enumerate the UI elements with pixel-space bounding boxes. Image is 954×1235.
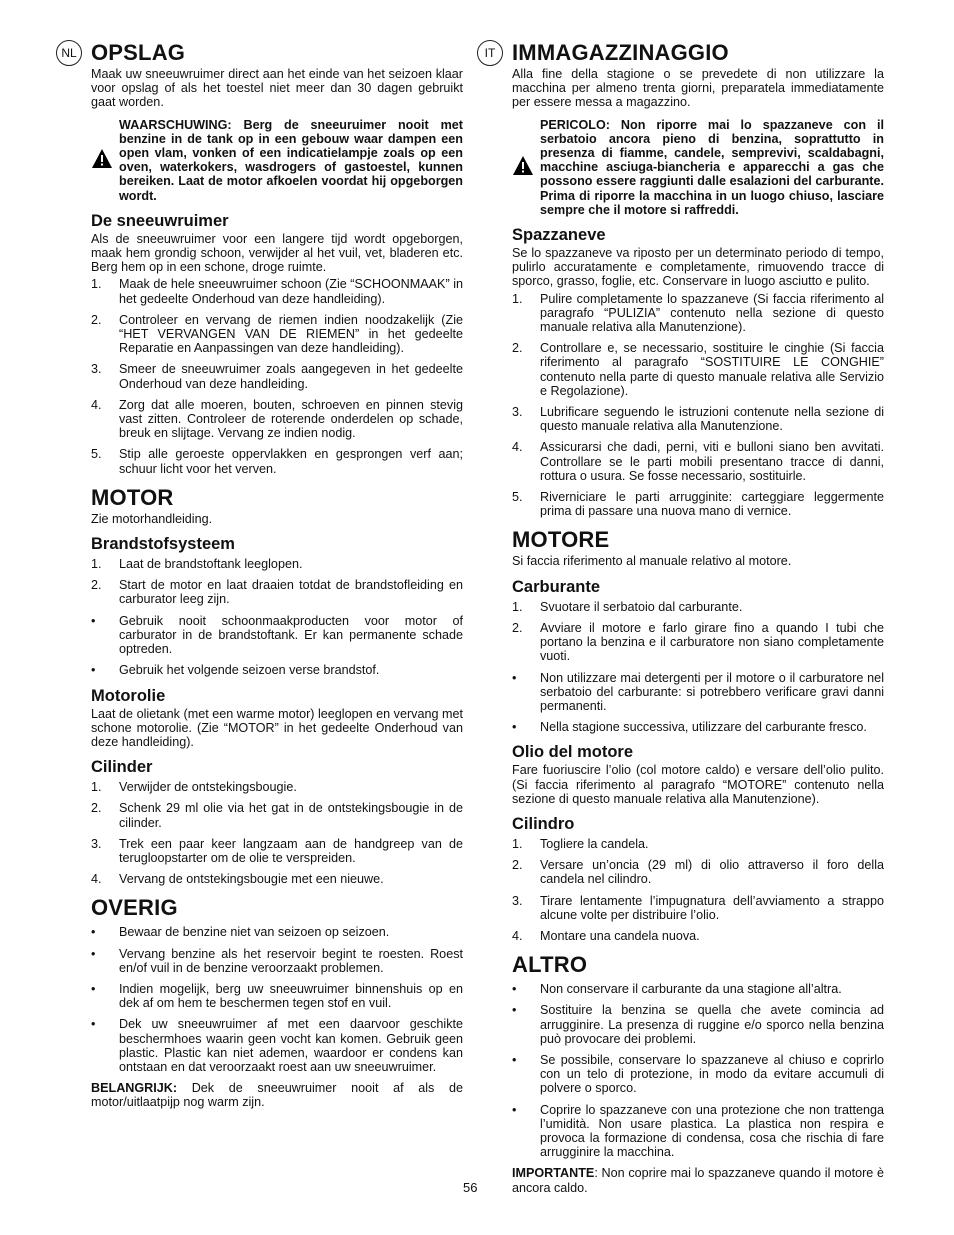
list-item-text: Pulire completamente lo spazzaneve (Si faccia riferimento al paragrafo “PULIZIA” contenuto nella sezione di questo manuale relativa alla Manutenzione). xyxy=(540,291,884,335)
list-item-text: Verwijder de ontstekingsbougie. xyxy=(119,780,297,795)
oil-text: Laat de olietank (met een warme motor) leeglopen en vervang met schone motorolie. (Zie “MOTOR” in het gedeelte Onderhoud van deze handleiding). xyxy=(91,706,463,749)
list-item xyxy=(91,837,463,865)
list-item xyxy=(91,557,463,571)
warning-box xyxy=(512,118,884,217)
list-marker: • xyxy=(91,663,96,678)
list-item-text: Bewaar de benzine niet van seizoen op seizoen. xyxy=(119,925,390,940)
list-item xyxy=(91,578,463,606)
list-marker: 2. xyxy=(512,341,523,356)
list-item-text: Laat de brandstoftank leeglopen. xyxy=(119,557,303,572)
list-marker: 1. xyxy=(91,277,102,292)
list-item-text: Start de motor en laat draaien totdat de brandstofleiding en carburator leeg zijn. xyxy=(119,578,463,607)
list-item xyxy=(91,1017,463,1074)
list-marker: • xyxy=(512,670,517,685)
list-marker: 2. xyxy=(91,801,102,816)
list-marker: 1. xyxy=(512,836,523,851)
list-marker: 2. xyxy=(91,312,102,327)
list-item xyxy=(91,947,463,975)
list-item xyxy=(91,872,463,886)
list-item-text: Avviare il motore e farlo girare fino a quando I tubi che portano la benzina e il carburatore non siano completamente vuoti. xyxy=(540,620,884,664)
section-title-other: OVERIG xyxy=(91,895,178,921)
list-item xyxy=(91,277,463,305)
list-item-text: Sostituire la benzina se quella che avete comincia ad arrugginire. La presenza di ruggine e/o sporco nella benzina può provocare dei problemi. xyxy=(540,1003,884,1046)
list-item-text: Vervang benzine als het reservoir begint te roesten. Roest en/of vuil in de benzine veroorzaakt problemen. xyxy=(119,946,463,975)
list-item-text: Nella stagione successiva, utilizzare del carburante fresco. xyxy=(540,720,867,735)
storage-intro: Alla fine della stagione o se prevedete di non utilizzare la macchina per almeno trenta giorni, preparatela immediatamente per essere messa a magazzino. xyxy=(512,67,884,110)
machine-steps xyxy=(512,292,884,519)
important-text: : Non coprire mai lo spazzaneve quando il motore è ancora caldo. xyxy=(512,1166,884,1195)
list-item-text: Controllare e, se necessario, sostituire le cinghie (Si faccia riferimento al paragrafo “SOSTITUIRE LE CONGHIE” contenuto nella parte di questo manuale relativa alle Servizio e Regolazione). xyxy=(540,341,884,398)
section-title-other: ALTRO xyxy=(512,952,588,978)
subsection-title-cylinder: Cilindro xyxy=(512,814,575,833)
engine-text: Si faccia riferimento al manuale relativo al motore. xyxy=(512,554,792,569)
warning-box xyxy=(91,118,463,203)
list-marker: 2. xyxy=(512,620,523,635)
list-item-text: Riverniciare le parti arrugginite: carteggiare leggermente prima di passare una nuova mano di vernice. xyxy=(540,490,884,519)
list-marker: 1. xyxy=(512,291,523,306)
cylinder-steps xyxy=(512,837,884,943)
warning-text: PERICOLO: Non riporre mai lo spazzaneve con il serbatoio ancora pieno di benzina, soprattutto in presenza di fiamme, candele, semprevivi, scaldabagni, macchine asciuga-biancheria e apparecchi a gas che possono essere raggiunti dalle esalazioni del carburante. Prima di riporre la macchina in un luogo chiuso, lasciare sempre che il motore si raffreddi. xyxy=(540,117,884,217)
list-marker: 3. xyxy=(512,893,523,908)
list-item-text: Controleer en vervang de riemen indien noodzakelijk (Zie “HET VERVANGEN VAN DE RIEMEN” in het gedeelte Reparatie en Aanpassingen van deze handleiding). xyxy=(119,312,463,356)
list-marker: • xyxy=(91,1017,96,1032)
list-marker: • xyxy=(512,720,517,735)
list-item xyxy=(91,362,463,390)
list-marker: 5. xyxy=(512,490,523,505)
list-item xyxy=(512,671,884,714)
column-italian xyxy=(484,40,884,1195)
list-item xyxy=(512,720,884,734)
other-items xyxy=(91,925,463,1074)
list-item xyxy=(512,621,884,664)
list-item xyxy=(512,837,884,851)
list-item xyxy=(91,614,463,657)
list-item-text: Assicurarsi che dadi, perni, viti e bulloni siano ben avvitati. Controllare se le parti mobili presentano tracce di danni, rottura o usura. Se fosse necessario, sostituirle. xyxy=(540,440,884,483)
list-item-text: Stip alle geroeste oppervlakken en gesprongen verf aan; schuur licht voor het verven. xyxy=(119,447,463,476)
list-item xyxy=(91,780,463,794)
list-marker: 3. xyxy=(91,836,102,851)
important-text: Dek de sneeuwruimer nooit af als de motor/uitlaatpijp nog warm zijn. xyxy=(91,1081,463,1110)
list-marker: • xyxy=(91,981,96,996)
list-marker: 2. xyxy=(91,578,102,593)
list-item xyxy=(512,1103,884,1160)
list-marker: • xyxy=(512,1003,517,1018)
list-item-text: Vervang de ontstekingsbougie met een nieuwe. xyxy=(119,872,384,887)
list-item-text: Smeer de sneeuwruimer zoals aangegeven in het gedeelte Onderhoud van deze handleiding. xyxy=(119,362,463,391)
list-item xyxy=(512,929,884,943)
list-marker: 2. xyxy=(512,858,523,873)
machine-steps xyxy=(91,277,463,475)
subsection-title-fuel: Carburante xyxy=(512,577,601,596)
list-item xyxy=(512,405,884,433)
list-item xyxy=(512,600,884,614)
warning-triangle-icon xyxy=(91,148,113,170)
list-marker: 4. xyxy=(512,928,523,943)
section-title-engine: MOTORE xyxy=(512,527,610,553)
list-item xyxy=(91,925,463,939)
list-item xyxy=(512,894,884,922)
list-item-text: Zorg dat alle moeren, bouten, schroeven en pinnen stevig vast zitten. Controleer de roterende onderdelen op schade, breuk en slijtage. Vervang ze indien nodig. xyxy=(119,397,463,441)
list-item xyxy=(512,292,884,335)
list-marker: 4. xyxy=(512,440,523,455)
list-item xyxy=(91,663,463,677)
section-title-storage: OPSLAG xyxy=(91,40,186,65)
list-marker: • xyxy=(91,946,96,961)
list-item xyxy=(512,1003,884,1046)
other-items xyxy=(512,982,884,1159)
list-item-text: Lubrificare seguendo le istruzioni contenute nella sezione di questo manuale relativa alla Manutenzione. xyxy=(540,405,884,434)
list-item-text: Tirare lentamente l’impugnatura dell’avviamento a strappo alcune volte per distribuire l’olio. xyxy=(540,893,884,922)
list-item-text: Coprire lo spazzaneve con una protezione che non trattenga l’umidità. Non usare plastica. La plastica non respira e provoca la formazione di condensa, cosa che rischia di fare arrugginire la macchina. xyxy=(540,1102,884,1160)
list-item xyxy=(91,447,463,475)
list-item xyxy=(512,490,884,518)
page-number: 56 xyxy=(463,1180,478,1195)
list-marker: • xyxy=(512,982,517,997)
list-item-text: Gebruik het volgende seizoen verse brandstof. xyxy=(119,663,380,678)
list-item xyxy=(91,313,463,356)
list-marker: 3. xyxy=(91,362,102,377)
important-label: IMPORTANTE xyxy=(512,1166,595,1181)
list-item xyxy=(512,1053,884,1096)
list-item xyxy=(512,440,884,483)
subsection-title-fuel: Brandstofsysteem xyxy=(91,535,235,554)
section-title-engine: MOTOR xyxy=(91,484,174,510)
subsection-title-machine: Spazzaneve xyxy=(512,226,606,245)
list-marker: • xyxy=(512,1102,517,1117)
list-item-text: Non utilizzare mai detergenti per il motore o il carburatore nel serbatoio del carburante: si potrebbero verificare gravi danni permanenti. xyxy=(540,670,884,713)
list-item-text: Non conservare il carburante da una stagione all’altra. xyxy=(540,982,842,997)
subsection-title-machine: De sneeuwruimer xyxy=(91,211,229,230)
warning-text: WAARSCHUWING: Berg de sneeuruimer nooit met benzine in de tank op in een gebouw waar dampen een open vlam, vonken of een indicatielampje zoals op een oven, waterkokers, wasdrogers of gastoestel, kunnen bereiken. Laat de motor afkoelen voordat hij opgeborgen wordt. xyxy=(119,117,463,203)
list-item-text: Versare un’oncia (29 ml) di olio attraverso il foro della candela nel cilindro. xyxy=(540,858,884,887)
section-title-storage: IMMAGAZZINAGGIO xyxy=(512,40,729,65)
list-item xyxy=(512,982,884,996)
list-item-text: Trek een paar keer langzaam aan de handgreep van de terugloopstarter om de olie te verspreiden. xyxy=(119,836,463,865)
list-item-text: Montare una candela nuova. xyxy=(540,928,700,943)
subsection-title-cylinder: Cilinder xyxy=(91,758,153,777)
list-item-text: Indien mogelijk, berg uw sneeuwruimer binnenshuis op en dek af om hem te beschermen tegen stof en vuil. xyxy=(119,981,463,1011)
list-item xyxy=(512,341,884,398)
list-marker: • xyxy=(512,1052,517,1067)
important-label: BELANGRIJK: xyxy=(91,1081,178,1096)
list-item xyxy=(91,398,463,441)
list-marker: 1. xyxy=(91,780,102,795)
list-item-text: Dek uw sneeuwruimer af met een daarvoor geschikte beschermhoes waarin geen vocht kan komen. Gebruik geen plastic. Plastic kan niet ademen, waardoor er condens kan ontstaan en dat veroorzaakt roest aan uw sneeuwruimer. xyxy=(119,1017,463,1074)
column-dutch xyxy=(61,40,463,1110)
list-item-text: Svuotare il serbatoio dal carburante. xyxy=(540,599,743,614)
important-note xyxy=(512,1166,884,1194)
subsection-title-oil: Motorolie xyxy=(91,686,166,705)
list-item-text: Schenk 29 ml olie via het gat in de ontstekingsbougie in de cilinder. xyxy=(119,801,463,830)
list-item xyxy=(91,982,463,1010)
warning-triangle-icon xyxy=(512,155,534,177)
list-item xyxy=(91,801,463,829)
storage-intro: Maak uw sneeuwruimer direct aan het einde van het seizoen klaar voor opslag of als het toestel niet meer dan 30 dagen gebruikt gaat worden. xyxy=(91,67,463,110)
machine-intro: Als de sneeuwruimer voor een langere tijd wordt opgeborgen, maak hem grondig schoon, verwijder al het vuil, vet, bladeren etc. Berg hem op in een schone, droge ruimte. xyxy=(91,231,463,275)
fuel-steps xyxy=(91,557,463,677)
list-marker: • xyxy=(91,613,96,628)
fuel-steps xyxy=(512,600,884,735)
machine-intro: Se lo spazzaneve va riposto per un determinato periodo di tempo, pulirlo accuratamente e completamente, rimuovendo tracce di sporco, grasso, foglie, etc. Conservare in luogo asciutto e pulito. xyxy=(512,246,884,289)
list-marker: • xyxy=(91,925,96,940)
important-note xyxy=(91,1081,463,1109)
list-marker: 4. xyxy=(91,872,102,887)
list-marker: 1. xyxy=(512,599,523,614)
list-item-text: Maak de hele sneeuwruimer schoon (Zie “SCHOONMAAK” in het gedeelte Onderhoud van deze handleiding). xyxy=(119,277,463,306)
list-marker: 3. xyxy=(512,405,523,420)
cylinder-steps xyxy=(91,780,463,886)
list-item-text: Togliere la candela. xyxy=(540,836,649,851)
language-badge: NL xyxy=(56,40,82,66)
list-marker: 4. xyxy=(91,397,102,412)
list-marker: 1. xyxy=(91,557,102,572)
engine-text: Zie motorhandleiding. xyxy=(91,511,213,526)
subsection-title-oil: Olio del motore xyxy=(512,743,634,762)
list-item-text: Gebruik nooit schoonmaakproducten voor motor of carburator in de brandstoftank. Er kan permanente schade optreden. xyxy=(119,613,463,657)
oil-text: Fare fuoriuscire l’olio (col motore caldo) e versare dell’olio pulito. (Si faccia riferimento al paragrafo “MOTORE” contenuto nella sezione di questo manuale relativa alla Manutenzione). xyxy=(512,763,884,806)
list-marker: 5. xyxy=(91,447,102,462)
list-item-text: Se possibile, conservare lo spazzaneve al chiuso e coprirlo con un telo di protezione, in modo da evitare accumuli di polvere o sporco. xyxy=(540,1052,884,1096)
list-item xyxy=(512,858,884,886)
language-badge: IT xyxy=(477,40,503,66)
